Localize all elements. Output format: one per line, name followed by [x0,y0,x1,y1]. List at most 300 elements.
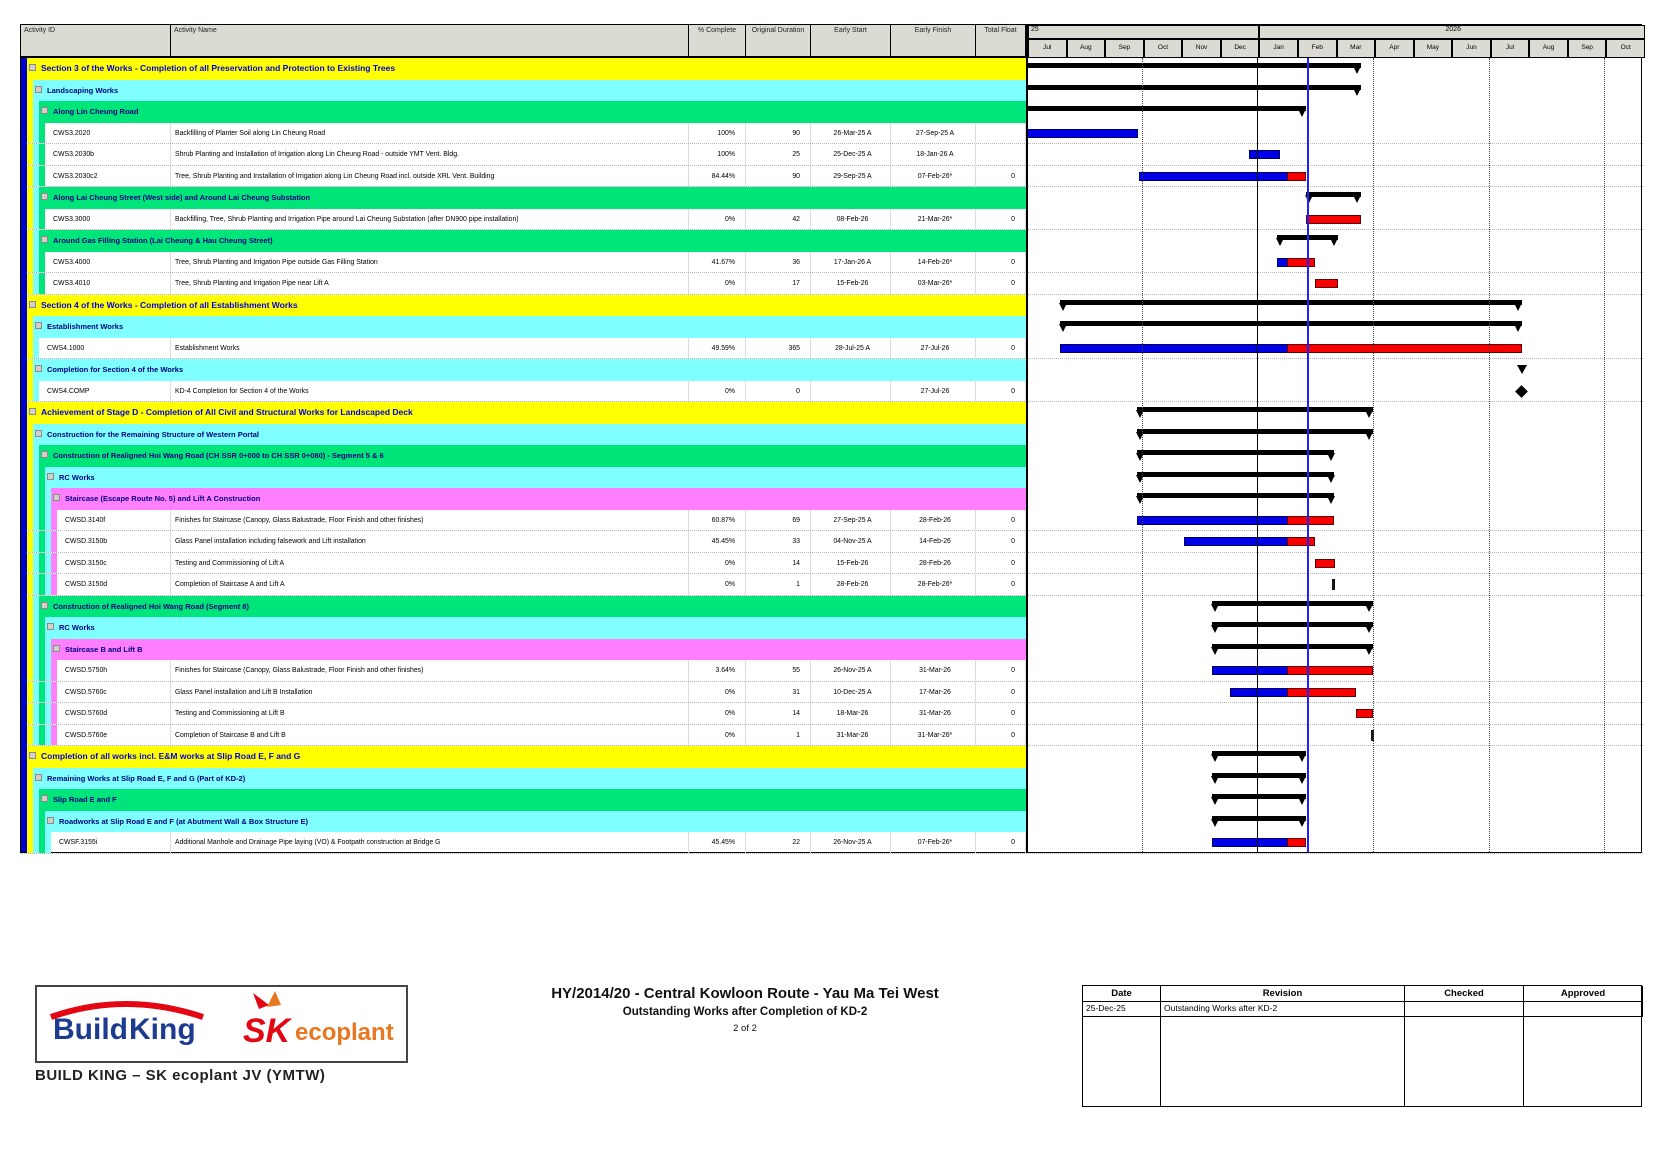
cell-name: Testing and Commissioning at Lift B [171,703,689,724]
cell-dur: 22 [746,832,811,853]
band-fill [27,402,1026,424]
summary-bar [1212,794,1305,799]
cell-pct: 0% [689,381,746,402]
revision-header-checked: Checked [1405,986,1524,1002]
cell-id: CWS3.2020 [21,123,171,144]
gantt-bar-blue [1139,172,1288,181]
month-label: Jun [1452,39,1491,58]
summary-bar [1212,751,1305,756]
cell-id: CWSD.5760c [21,682,171,703]
summary-start-triangle-icon [1136,475,1144,483]
activity-row [21,682,1643,704]
band-label: Remaining Works at Slip Road E, F and G (Part of KD-2) [47,773,246,783]
band-row [21,811,1643,833]
gantt-row-area [1026,832,1643,853]
cell-float: 0 [976,682,1026,703]
cell-pct: 0% [689,703,746,724]
summary-end-triangle-icon [1514,324,1522,332]
month-label: Mar [1337,39,1376,58]
cell-name: Tree, Shrub Planting and Irrigation Pipe outside Gas Filling Station [171,252,689,273]
gantt-row-area [1026,811,1643,833]
band-fill [27,295,1026,317]
gantt-row-area [1026,80,1643,102]
gantt-bar-blue [1060,344,1289,353]
cell-float: 0 [976,209,1026,230]
summary-bar [1026,85,1361,90]
cell-float [976,144,1026,165]
column-header-finish: Early Finish [891,25,976,56]
summary-end-triangle-icon [1365,432,1373,440]
cell-dur: 42 [746,209,811,230]
gantt-row-area [1026,338,1643,359]
summary-end-triangle-icon [1365,625,1373,633]
gantt-bar-blue [1212,666,1288,675]
cell-pct: 100% [689,123,746,144]
summary-bar [1137,493,1335,498]
band-fill [39,445,1026,467]
gantt-row-area [1026,488,1643,510]
svg-text:Build: Build [53,1013,128,1046]
cell-finish: 27-Sep-25 A [891,123,976,144]
summary-start-triangle-icon [1136,410,1144,418]
cell-pct: 49.59% [689,338,746,359]
cell-name: Tree, Shrub Planting and Installation of Irrigation along Lin Cheung Road incl. outside XRL Vent. Building [171,166,689,187]
gantt-bar-blue [1137,516,1289,525]
activity-row [21,574,1643,596]
gantt-row-area [1026,101,1643,123]
cell-dur: 17 [746,273,811,294]
activity-row [21,252,1643,274]
cell-name: Finishes for Staircase (Canopy, Glass Balustrade, Floor Finish and other finishes) [171,510,689,531]
band-fill [27,58,1026,80]
band-label: Construction of Realigned Hoi Wang Road (Segment 8) [53,601,249,611]
company-logo [35,985,408,1063]
band-fill [27,746,1026,768]
band-row [21,295,1643,317]
cell-name: Additional Manhole and Drainage Pipe laying (VO) & Footpath construction at Bridge G [171,832,689,853]
band-label: Staircase (Escape Route No. 5) and Lift A Construction [65,494,261,503]
cell-dur: 14 [746,553,811,574]
cell-finish: 31-Mar-26 [891,660,976,681]
cell-dur: 33 [746,531,811,552]
expander-icon [47,623,54,630]
cell-finish: 07-Feb-26* [891,832,976,853]
month-label: Jul [1028,39,1067,58]
cell-start: 28-Feb-26 [811,574,891,595]
summary-end-triangle-icon [1327,475,1335,483]
gantt-row-area [1026,316,1643,338]
gantt-row-area [1026,424,1643,446]
summary-start-triangle-icon [1059,324,1067,332]
expander-icon [41,193,48,200]
revision-cell-date: 25-Dec-25 [1083,1002,1161,1017]
band-fill [39,789,1026,811]
cell-name: Glass Panel installation including falsework and Lift installation [171,531,689,552]
band-fill [45,467,1026,489]
gantt-row-area [1026,402,1643,424]
expander-icon [53,494,60,501]
revision-cell-checked [1405,1002,1524,1017]
gantt-bar-blue [1184,537,1288,546]
summary-end-triangle-icon [1298,797,1306,805]
cell-id: CWS3.2030c2 [21,166,171,187]
summary-bar [1212,622,1373,627]
cell-name: Glass Panel installation and Lift B Installation [171,682,689,703]
gantt-bar-red [1356,709,1373,718]
band-fill [33,316,1026,338]
gantt-row-area [1026,166,1643,187]
summary-end-triangle-icon [1514,303,1522,311]
drawing-title [408,985,1082,1034]
cell-finish: 18-Jan-26 A [891,144,976,165]
summary-end-triangle-icon [1298,819,1306,827]
cell-id: CWS4.1000 [21,338,171,359]
gantt-bar-red [1287,838,1305,847]
band-row [21,187,1643,209]
cell-start: 27-Sep-25 A [811,510,891,531]
expander-icon [53,645,60,652]
cell-start: 25-Dec-25 A [811,144,891,165]
cell-dur: 1 [746,725,811,746]
summary-start-triangle-icon [1211,754,1219,762]
summary-end-triangle-icon [1330,238,1338,246]
band-row [21,230,1643,252]
cell-id: CWSD.5750h [21,660,171,681]
summary-end-triangle-icon [1365,410,1373,418]
summary-start-triangle-icon [1211,625,1219,633]
gantt-row-area [1026,359,1643,381]
band-row [21,488,1643,510]
month-label: Dec [1221,39,1260,58]
expander-icon [41,451,48,458]
expander-icon [41,795,48,802]
column-header-pct: % Complete [689,25,746,56]
gantt-row-area [1026,510,1643,531]
cell-id: CWS3.4000 [21,252,171,273]
band-label: Section 3 of the Works - Completion of all Preservation and Protection to Existing Trees [41,63,396,73]
gantt-row-area [1026,445,1643,467]
cell-start: 31-Mar-26 [811,725,891,746]
cell-id: CWSF.3155i [21,832,171,853]
cell-pct: 45.45% [689,832,746,853]
cell-float: 0 [976,832,1026,853]
revision-table [1082,985,1642,1107]
summary-end-triangle-icon [1353,88,1361,96]
cell-float: 0 [976,252,1026,273]
band-row [21,467,1643,489]
activity-row [21,553,1643,575]
month-label: Oct [1606,39,1645,58]
cell-pct: 0% [689,725,746,746]
expander-icon [29,301,36,308]
revision-cell-approved [1524,1002,1643,1017]
summary-bar [1060,300,1523,305]
gantt-row-area [1026,725,1643,746]
gantt-row-area [1026,467,1643,489]
cell-dur: 55 [746,660,811,681]
band-fill [33,768,1026,790]
activity-row [21,660,1643,682]
gantt-bar-blue [1026,129,1138,138]
cell-start [811,381,891,402]
summary-start-triangle-icon [1211,776,1219,784]
cell-float: 0 [976,510,1026,531]
cell-finish: 31-Mar-26* [891,725,976,746]
completion-triangle-icon [1517,365,1527,374]
summary-bar [1026,106,1306,111]
band-fill [33,80,1026,102]
revision-table-divider [1160,1017,1161,1106]
gantt-row-area [1026,703,1643,724]
cell-finish: 28-Feb-26 [891,510,976,531]
cell-start: 04-Nov-25 A [811,531,891,552]
band-label: Achievement of Stage D - Completion of All Civil and Structural Works for Landscaped Deck [41,407,413,417]
cell-id: CWSD.3140f [21,510,171,531]
activity-row [21,703,1643,725]
cell-start: 15-Feb-26 [811,273,891,294]
cell-start: 26-Mar-25 A [811,123,891,144]
band-label: Along Lin Cheung Road [53,107,139,116]
cell-float: 0 [976,531,1026,552]
cell-dur: 90 [746,123,811,144]
revision-header-approved: Approved [1524,986,1643,1002]
cell-float: 0 [976,574,1026,595]
gantt-bar-red [1287,344,1522,353]
cell-finish: 03-Mar-26* [891,273,976,294]
band-row [21,596,1643,618]
revision-table-divider [1404,1017,1405,1106]
cell-id: CWS3.4010 [21,273,171,294]
month-label: Sep [1568,39,1607,58]
band-label: Construction of Realigned Hoi Wang Road (CH SSR 0+000 to CH SSR 0+080) - Segment 5 & 6 [53,451,384,460]
gantt-row-area [1026,553,1643,574]
expander-icon [41,107,48,114]
cell-id: CWSD.3150c [21,553,171,574]
revision-header-revision: Revision [1161,986,1405,1002]
gantt-row-area [1026,789,1643,811]
band-label: RC Works [59,623,95,632]
activity-row [21,510,1643,532]
band-row [21,316,1643,338]
expander-icon [29,752,36,759]
gantt-bar-blue [1212,838,1288,847]
band-label: Section 4 of the Works - Completion of all Establishment Works [41,299,298,310]
summary-bar [1212,601,1373,606]
cell-name: Tree, Shrub Planting and Irrigation Pipe near Lift A [171,273,689,294]
summary-start-triangle-icon [1211,819,1219,827]
gantt-row-area [1026,574,1643,595]
column-header-dur: Original Duration [746,25,811,56]
cell-id: CWS3.2030b [21,144,171,165]
band-row [21,445,1643,467]
summary-start-triangle-icon [1059,303,1067,311]
band-label: Around Gas Filling Station (Lai Cheung & Hau Cheung Street) [53,236,273,245]
cell-pct: 0% [689,553,746,574]
cell-id: CWSD.5760e [21,725,171,746]
cell-float: 0 [976,660,1026,681]
activity-row [21,123,1643,145]
chart-left-border [1026,25,1028,852]
gantt-bar-red [1287,666,1373,675]
svg-text:ecoplant: ecoplant [295,1019,394,1046]
cell-start: 18-Mar-26 [811,703,891,724]
gantt-row-area [1026,531,1643,552]
band-fill [39,596,1026,618]
expander-icon [41,236,48,243]
band-row [21,80,1643,102]
summary-end-triangle-icon [1298,754,1306,762]
cell-name: Backfilling, Tree, Shrub Planting and Irrigation Pipe around Lai Cheung Substation (after DN900 pipe installation) [171,209,689,230]
one-day-task-tick [1332,579,1335,590]
band-label: Completion of all works incl. E&M works at Slip Road E, F and G [41,751,301,761]
data-date-line [1307,58,1309,852]
build-king-sk-logo-icon [37,987,406,1061]
cell-finish: 14-Feb-26* [891,252,976,273]
expander-icon [35,86,42,93]
gantt-bar-red [1287,688,1355,697]
gantt-row-area [1026,187,1643,209]
gantt-row-area [1026,252,1643,273]
band-fill [33,424,1026,446]
month-label: Aug [1529,39,1568,58]
cell-dur: 0 [746,381,811,402]
year-label: 2026 [1259,25,1645,39]
band-fill [33,359,1026,381]
band-row [21,768,1643,790]
cell-finish: 27-Jul-26 [891,381,976,402]
cell-dur: 69 [746,510,811,531]
cell-finish: 31-Mar-26 [891,703,976,724]
summary-start-triangle-icon [1211,797,1219,805]
band-label: Construction for the Remaining Structure of Western Portal [47,429,259,439]
cell-float: 0 [976,725,1026,746]
cell-pct: 60.87% [689,510,746,531]
cell-name: Testing and Commissioning of Lift A [171,553,689,574]
gantt-bar-red [1306,215,1361,224]
gantt-bar-red [1315,559,1334,568]
cell-start: 17-Jan-26 A [811,252,891,273]
summary-bar [1212,644,1373,649]
cell-finish: 21-Mar-26* [891,209,976,230]
band-row [21,101,1643,123]
month-label: Sep [1105,39,1144,58]
activity-row [21,144,1643,166]
cell-dur: 1 [746,574,811,595]
expander-icon [35,430,42,437]
cell-start: 26-Nov-25 A [811,832,891,853]
gantt-row-area [1026,209,1643,230]
activity-row [21,166,1643,188]
summary-bar [1212,816,1305,821]
cell-pct: 84.44% [689,166,746,187]
cell-start: 29-Sep-25 A [811,166,891,187]
cell-dur: 36 [746,252,811,273]
band-fill [45,617,1026,639]
page-number: 2 of 2 [733,1023,757,1034]
cell-pct: 0% [689,209,746,230]
cell-pct: 41.67% [689,252,746,273]
cell-float [976,123,1026,144]
gantt-bar-red [1287,258,1315,267]
cell-id: CWS4.COMP [21,381,171,402]
column-header-id: Activity ID [21,25,171,56]
activity-row [21,381,1643,403]
expander-icon [29,64,36,71]
band-fill [51,639,1026,661]
cell-name: Completion of Staircase B and Lift B [171,725,689,746]
cell-id: CWS3.3000 [21,209,171,230]
summary-end-triangle-icon [1327,496,1335,504]
svg-text:King: King [129,1013,196,1046]
cell-id: CWSD.3150d [21,574,171,595]
svg-text:SK: SK [243,1012,291,1050]
band-row [21,746,1643,768]
expander-icon [47,817,54,824]
cell-start: 08-Feb-26 [811,209,891,230]
cell-dur: 365 [746,338,811,359]
activity-row [21,209,1643,231]
title-block [0,975,1671,1173]
activity-row [21,725,1643,747]
cell-finish: 07-Feb-26* [891,166,976,187]
summary-end-triangle-icon [1298,776,1306,784]
cell-float: 0 [976,338,1026,359]
gantt-bar-blue [1230,688,1288,697]
month-label: Aug [1067,39,1106,58]
month-label: Jul [1491,39,1530,58]
cell-name: Establishment Works [171,338,689,359]
gantt-bar-red [1315,279,1338,288]
summary-end-triangle-icon [1365,604,1373,612]
gantt-row-area [1026,746,1643,768]
expander-icon [47,473,54,480]
cell-start: 26-Nov-25 A [811,660,891,681]
month-label: Oct [1144,39,1183,58]
month-label: May [1414,39,1453,58]
summary-end-triangle-icon [1353,66,1361,74]
summary-start-triangle-icon [1136,432,1144,440]
cell-dur: 25 [746,144,811,165]
band-row [21,617,1643,639]
gantt-row-area [1026,273,1643,294]
expander-icon [35,774,42,781]
band-label: Along Lai Cheung Street (West side) and Around Lai Cheung Substation [53,193,311,202]
expander-icon [35,365,42,372]
summary-start-triangle-icon [1276,238,1284,246]
gantt-bar-red [1287,172,1305,181]
column-header-start: Early Start [811,25,891,56]
activity-row [21,338,1643,360]
cell-name: Backfilling of Planter Soil along Lin Cheung Road [171,123,689,144]
gantt-row-area [1026,768,1643,790]
revision-table-divider [1523,1017,1524,1106]
expander-icon [35,322,42,329]
cell-dur: 14 [746,703,811,724]
band-row [21,789,1643,811]
cell-float: 0 [976,381,1026,402]
summary-start-triangle-icon [1136,453,1144,461]
cell-finish: 14-Feb-26 [891,531,976,552]
year-label: 25 [1028,25,1259,39]
summary-bar [1026,63,1361,68]
gantt-bar-red [1287,537,1315,546]
band-fill [45,811,1026,833]
band-label: Landscaping Works [47,85,119,95]
gantt-row-area [1026,682,1643,703]
gantt-row-area [1026,596,1643,618]
band-fill [39,230,1026,252]
cell-pct: 0% [689,682,746,703]
